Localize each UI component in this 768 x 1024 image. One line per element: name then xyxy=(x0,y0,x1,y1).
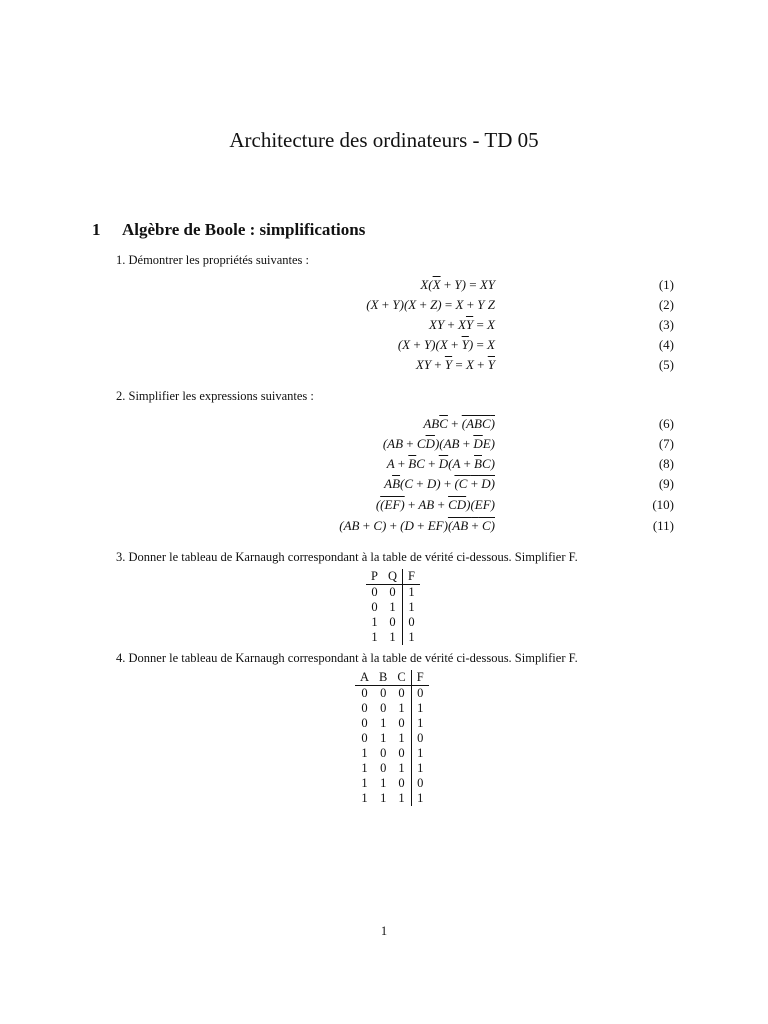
truth-table-2 xyxy=(355,670,429,806)
equation-number: (4) xyxy=(658,337,674,352)
table-cell: 1 xyxy=(398,701,405,715)
section-number: 1 xyxy=(92,220,101,239)
table-cell: 0 xyxy=(371,585,378,599)
table-row xyxy=(355,686,429,702)
table-cell: 1 xyxy=(389,600,396,614)
table-cell: 1 xyxy=(411,791,428,806)
table-cell: 1 xyxy=(371,630,378,644)
equation-expression: $A\overline{B}(C + D) + (C + D)$ xyxy=(384,476,495,491)
item-3-label: 3. Donner le tableau de Karnaugh correspondant à la table de vérité ci-dessous. Simplifier F. xyxy=(116,550,578,564)
table-row xyxy=(355,731,429,746)
item-4-label: 4. Donner le tableau de Karnaugh correspondant à la table de vérité ci-dessous. Simplifier F. xyxy=(116,651,578,665)
equation-number: (3) xyxy=(658,317,674,332)
table-cell: 0 xyxy=(398,686,405,700)
equation-expression: $A + \overline{B}C + \overline{D}(A + \overline{B}C)$ xyxy=(386,456,495,471)
table-row xyxy=(366,615,420,630)
equation-expression: $AB\overline{C} + (ABC)$ xyxy=(423,416,495,431)
table-cell: 0 xyxy=(361,716,368,730)
equation-6 xyxy=(0,416,768,436)
item-2-label: 2. Simplifier les expressions suivantes : xyxy=(116,389,314,403)
table-header-row xyxy=(355,670,429,686)
equation-7 xyxy=(0,436,768,456)
equation-expression: XY + $X\overline{Y} = X$ xyxy=(429,317,495,332)
table-cell: 0 xyxy=(380,686,387,700)
table-cell: 0 xyxy=(371,600,378,614)
equation-expression: $(AB + C\overline{D})(AB + \overline{D}E)$ xyxy=(382,436,495,451)
table-cell: 1 xyxy=(411,701,428,716)
table-cell: 0 xyxy=(380,761,387,775)
column-header: P xyxy=(366,569,383,585)
column-header: Q xyxy=(383,569,403,585)
table-cell: 0 xyxy=(411,776,428,791)
table-row xyxy=(355,701,429,716)
table-cell: 0 xyxy=(402,615,419,630)
table-cell: 1 xyxy=(402,585,419,601)
table-cell: 1 xyxy=(411,716,428,731)
table-cell: 0 xyxy=(389,585,396,599)
equation-number: (7) xyxy=(658,436,674,451)
truth-table-1 xyxy=(366,569,420,645)
table-row xyxy=(366,630,420,645)
table-header-row xyxy=(366,569,420,585)
table-cell: 1 xyxy=(380,776,387,790)
column-header: F xyxy=(402,569,419,585)
equation-expression: ((EF) + AB + $\overline{CD})(EF)$ xyxy=(375,497,495,512)
table-cell: 0 xyxy=(380,701,387,715)
equation-expression: (AB + C) + (D + EF)(AB + C) xyxy=(339,518,495,533)
column-header: B xyxy=(374,670,392,686)
equation-expression: XY + $\overline{Y} = X + \overline{Y}$ xyxy=(415,357,495,372)
section-heading xyxy=(92,220,365,240)
table-cell: 1 xyxy=(380,731,387,745)
table-cell: 0 xyxy=(411,731,428,746)
equation-number: (11) xyxy=(652,518,674,533)
table-cell: 1 xyxy=(411,746,428,761)
equation-8 xyxy=(0,456,768,476)
equation-number: (2) xyxy=(658,297,674,312)
equation-10 xyxy=(0,497,768,517)
table-cell: 1 xyxy=(411,761,428,776)
equation-number: (8) xyxy=(658,456,674,471)
column-header: F xyxy=(411,670,428,686)
equation-3 xyxy=(0,317,768,337)
table-row xyxy=(366,585,420,601)
item-1-label: 1. Démontrer les propriétés suivantes : xyxy=(116,253,310,267)
equation-expression: $X(\overline{X} + Y)$ = XY xyxy=(420,277,495,292)
equation-number: (1) xyxy=(658,277,674,292)
equation-expression: $(X + Y)(X + \overline{Y}) = X$ xyxy=(397,337,495,352)
table-cell: 1 xyxy=(402,630,419,645)
table-cell: 1 xyxy=(398,761,405,775)
column-header: A xyxy=(355,670,374,686)
table-cell: 1 xyxy=(402,600,419,615)
table-cell: 1 xyxy=(361,746,368,760)
table-row xyxy=(355,761,429,776)
table-row xyxy=(355,776,429,791)
equation-4 xyxy=(0,337,768,357)
table-cell: 1 xyxy=(380,791,387,805)
equation-number: (5) xyxy=(658,357,674,372)
table-cell: 0 xyxy=(411,686,428,702)
table-cell: 0 xyxy=(398,776,405,790)
equation-number: (6) xyxy=(658,416,674,431)
table-row xyxy=(355,716,429,731)
table-cell: 1 xyxy=(398,731,405,745)
table-cell: 0 xyxy=(398,746,405,760)
table-row xyxy=(355,791,429,806)
column-header: C xyxy=(392,670,411,686)
table-cell: 1 xyxy=(371,615,378,629)
table-cell: 0 xyxy=(398,716,405,730)
table-cell: 0 xyxy=(380,746,387,760)
table-cell: 1 xyxy=(361,791,368,805)
table-cell: 0 xyxy=(361,731,368,745)
equation-number: (9) xyxy=(658,476,674,491)
page-title: Architecture des ordinateurs - TD 05 xyxy=(229,128,539,152)
equation-1 xyxy=(0,277,768,297)
table-cell: 0 xyxy=(361,701,368,715)
table-row xyxy=(355,746,429,761)
table-cell: 1 xyxy=(361,776,368,790)
equation-2 xyxy=(0,297,768,317)
equation-11 xyxy=(0,518,768,538)
equation-9 xyxy=(0,476,768,496)
table-row xyxy=(366,600,420,615)
table-cell: 1 xyxy=(361,761,368,775)
table-cell: 0 xyxy=(389,615,396,629)
table-cell: 1 xyxy=(380,716,387,730)
table-cell: 0 xyxy=(361,686,368,700)
equation-expression: (X + Y)(X + Z) = X + Y Z xyxy=(366,297,495,312)
table-cell: 1 xyxy=(398,791,405,805)
section-title: Algèbre de Boole : simplifications xyxy=(122,220,366,239)
table-cell: 1 xyxy=(389,630,396,644)
page-number: 1 xyxy=(380,924,388,938)
equation-5 xyxy=(0,357,768,377)
equation-number: (10) xyxy=(652,497,674,512)
